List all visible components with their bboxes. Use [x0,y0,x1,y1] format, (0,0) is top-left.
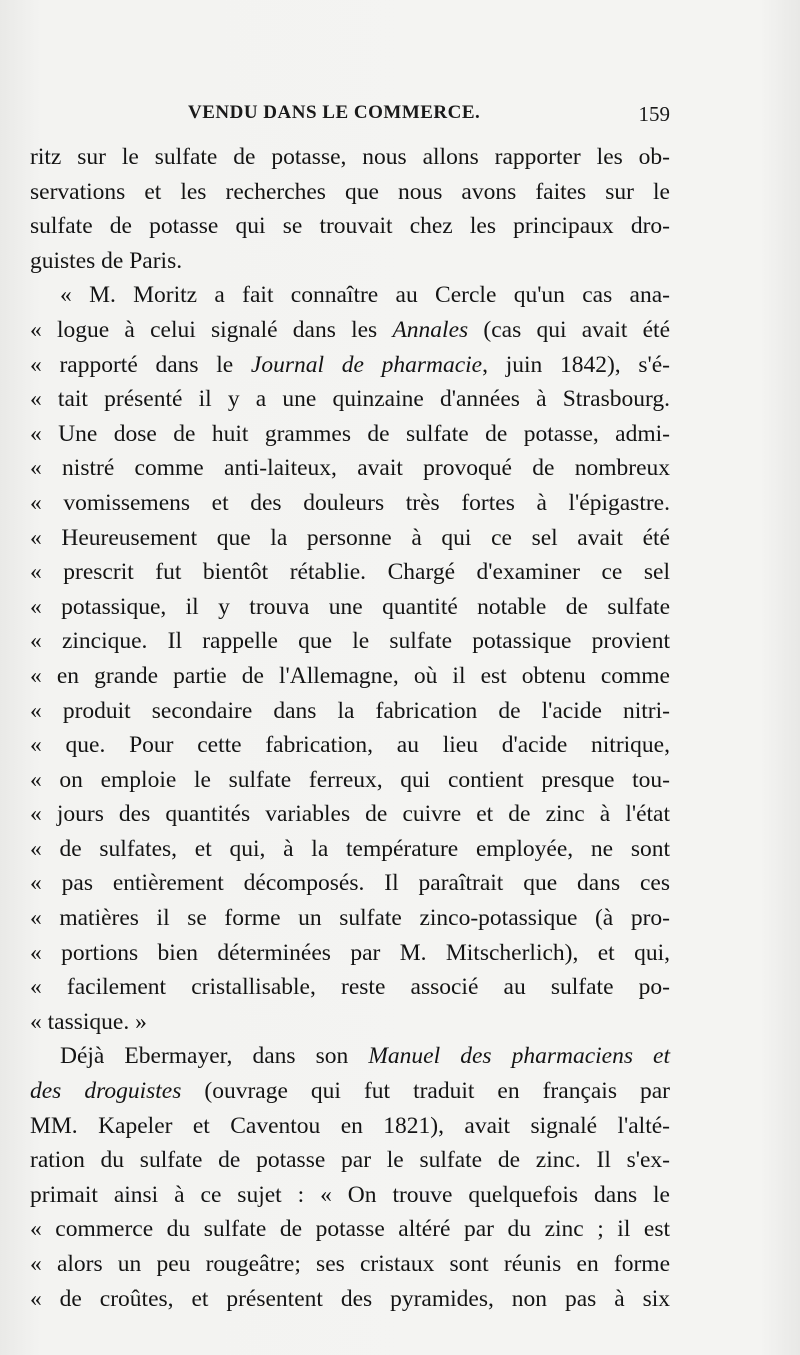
text-line: primait ainsi à ce sujet : « On trouve quelquefois dans le [30,1181,670,1208]
text-line: « jours des quantités variables de cuivre et de zinc à l'état [30,801,670,828]
text-line: « en grande partie de l'Allemagne, où il est obtenu comme [30,662,670,689]
text-line: « de sulfates, et qui, à la température employée, ne sont [30,835,670,862]
text-line: « vomissemens et des douleurs très fortes à l'épigastre. [30,489,670,516]
italic-title: Journal de pharmacie [250,351,483,378]
running-title: VENDU DANS LE COMMERCE. [188,102,481,123]
text-line: « on emploie le sulfate ferreux, qui contient presque tou- [30,766,670,793]
text-line: « logue à celui signalé dans les Annales (cas qui avait été [30,316,671,343]
page-number: 159 [638,102,670,126]
text-line: « Heureusement que la personne à qui ce sel avait été [30,524,670,551]
text-line: des droguistes (ouvrage qui fut traduit en français par [30,1078,670,1105]
text-line: « pas entièrement décomposés. Il paraîtrait que dans ces [30,870,670,897]
text-line: « matières il se forme un sulfate zinco-potassique (à pro- [30,905,670,932]
page-header [30,100,670,130]
text-line: « tait présenté il y a une quinzaine d'années à Strasbourg. [30,386,670,413]
text-line: « facilement cristallisable, reste associé au sulfate po- [30,974,670,1001]
text-line: « M. Moritz a fait connaître au Cercle qu'un cas ana- [60,282,670,309]
text-line: « nistré comme anti-laiteux, avait provoqué de nombreux [30,455,670,482]
text-line: « alors un peu rougeâtre; ses cristaux sont réunis en forme [30,1251,670,1277]
text-line: « commerce du sulfate de potasse altéré par du zinc ; il est [30,1216,670,1243]
text-line: « de croûtes, et présentent des pyramides, non pas à six [30,1285,670,1312]
text-line: « prescrit fut bientôt rétablie. Chargé d'examiner ce sel [30,559,670,586]
body-text [30,140,670,1316]
text-line: « tassique. » [30,1008,147,1035]
text-line: « rapporté dans le Journal de pharmacie, juin 1842), s'é- [30,351,670,378]
text-line: guistes de Paris. [30,247,183,274]
text-line: « zincique. Il rappelle que le sulfate potassique provient [30,628,670,655]
italic-title: Annales [392,316,469,343]
text-line: « que. Pour cette fabrication, au lieu d'acide nitrique, [30,732,670,759]
text-line: « produit secondaire dans la fabrication de l'acide nitri- [30,697,670,724]
text-line: « potassique, il y trouva une quantité notable de sulfate [30,593,670,620]
italic-title: Manuel des pharmaciens et [368,1043,670,1070]
text-line: sulfate de potasse qui se trouvait chez les principaux dro- [30,213,670,240]
text-line: servations et les recherches que nous avons faites sur le [30,178,670,205]
text-line: « Une dose de huit grammes de sulfate de potasse, admi- [30,420,670,447]
text-line: « portions bien déterminées par M. Mitscherlich), et qui, [30,939,670,966]
italic-title: des droguistes [30,1078,182,1105]
text-line: ration du sulfate de potasse par le sulfate de zinc. Il s'ex- [30,1147,670,1174]
text-line: Déjà Ebermayer, dans son Manuel des pharmaciens et [60,1043,670,1070]
text-line: ritz sur le sulfate de potasse, nous allons rapporter les ob- [30,144,670,170]
text-line: MM. Kapeler et Caventou en 1821), avait signalé l'alté- [30,1112,670,1139]
